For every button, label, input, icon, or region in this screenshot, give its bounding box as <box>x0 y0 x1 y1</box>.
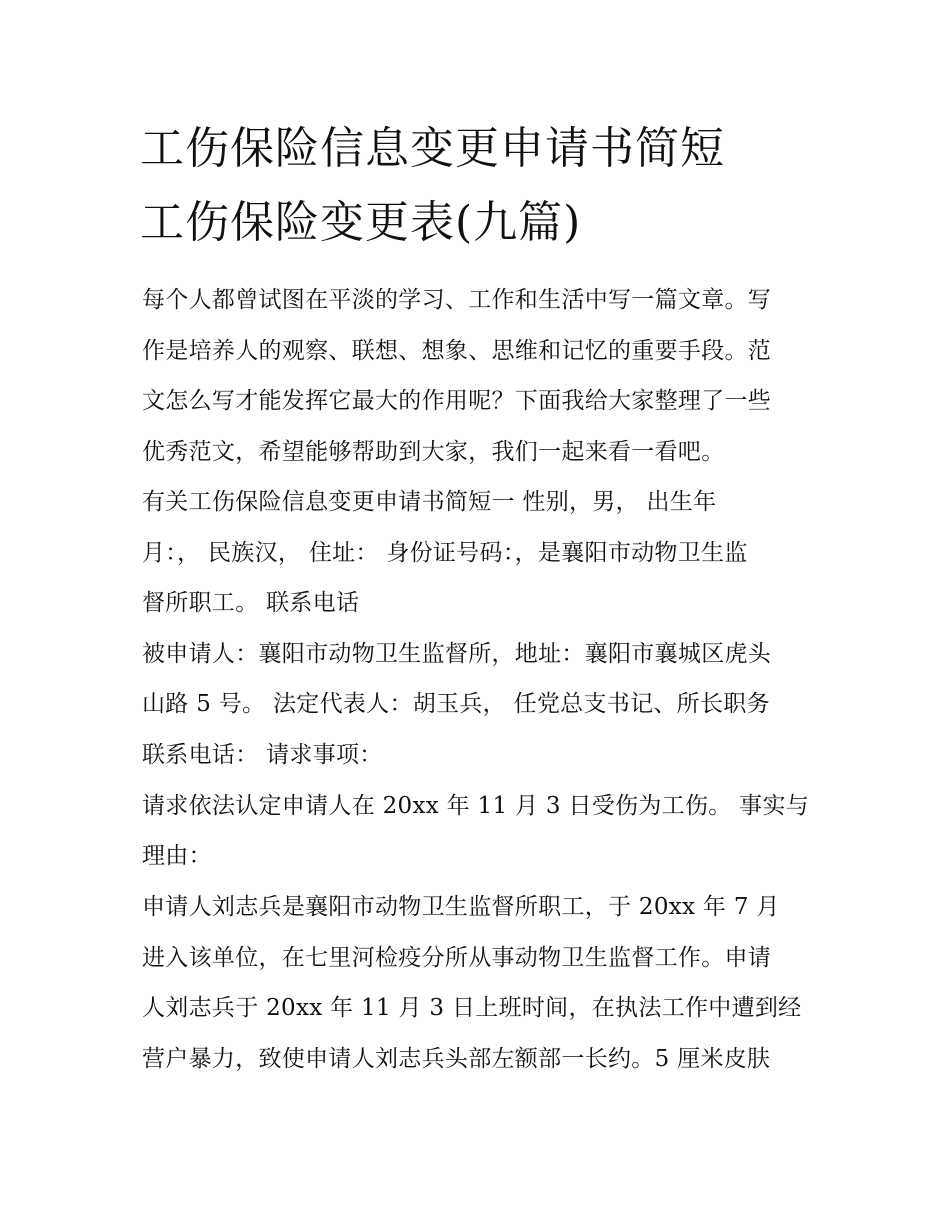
body-line: 每个人都曾试图在平淡的学习、工作和生活中写一篇文章。写 <box>142 287 772 313</box>
document-title <box>140 112 820 260</box>
body-line: 联系电话： 请求事项： <box>142 742 383 768</box>
body-line: 文怎么写才能发挥它最大的作用呢？下面我给大家整理了一些 <box>142 388 772 414</box>
body-line: 被申请人：襄阳市动物卫生监督所，地址：襄阳市襄城区虎头 <box>142 641 772 667</box>
title-line-1: 工伤保险信息变更申请书简短 <box>140 123 725 174</box>
body-line: 优秀范文，希望能够帮助到大家，我们一起来看一看吧。 <box>142 439 725 465</box>
body-line: 督所职工。 联系电话 <box>142 590 360 616</box>
body-line: 申请人刘志兵是襄阳市动物卫生监督所职工，于 20xx 年 7 月 <box>142 894 780 920</box>
body-line: 理由： <box>142 843 212 869</box>
body-line: 请求依法认定申请人在 20xx 年 11 月 3 日受伤为工伤。 事实与 <box>142 793 810 819</box>
body-line: 营户暴力，致使申请人刘志兵头部左额部一长约。5 厘米皮肤 <box>142 1046 771 1072</box>
body-line: 有关工伤保险信息变更申请书简短一 性别，男， 出生年 <box>142 489 717 515</box>
body-line: 人刘志兵于 20xx 年 11 月 3 日上班时间，在执法工作中遭到经 <box>142 995 802 1021</box>
title-line-2: 工伤保险变更表(九篇) <box>140 197 582 248</box>
body-line: 山路 5 号。 法定代表人：胡玉兵， 任党总支书记、所长职务 <box>142 691 770 717</box>
body-line: 月：， 民族汉， 住址： 身份证号码：，是襄阳市动物卫生监 <box>142 540 748 566</box>
body-line: 进入该单位，在七里河检疫分所从事动物卫生监督工作。申请 <box>142 945 772 971</box>
body-line: 作是培养人的观察、联想、想象、思维和记忆的重要手段。范 <box>142 338 772 364</box>
